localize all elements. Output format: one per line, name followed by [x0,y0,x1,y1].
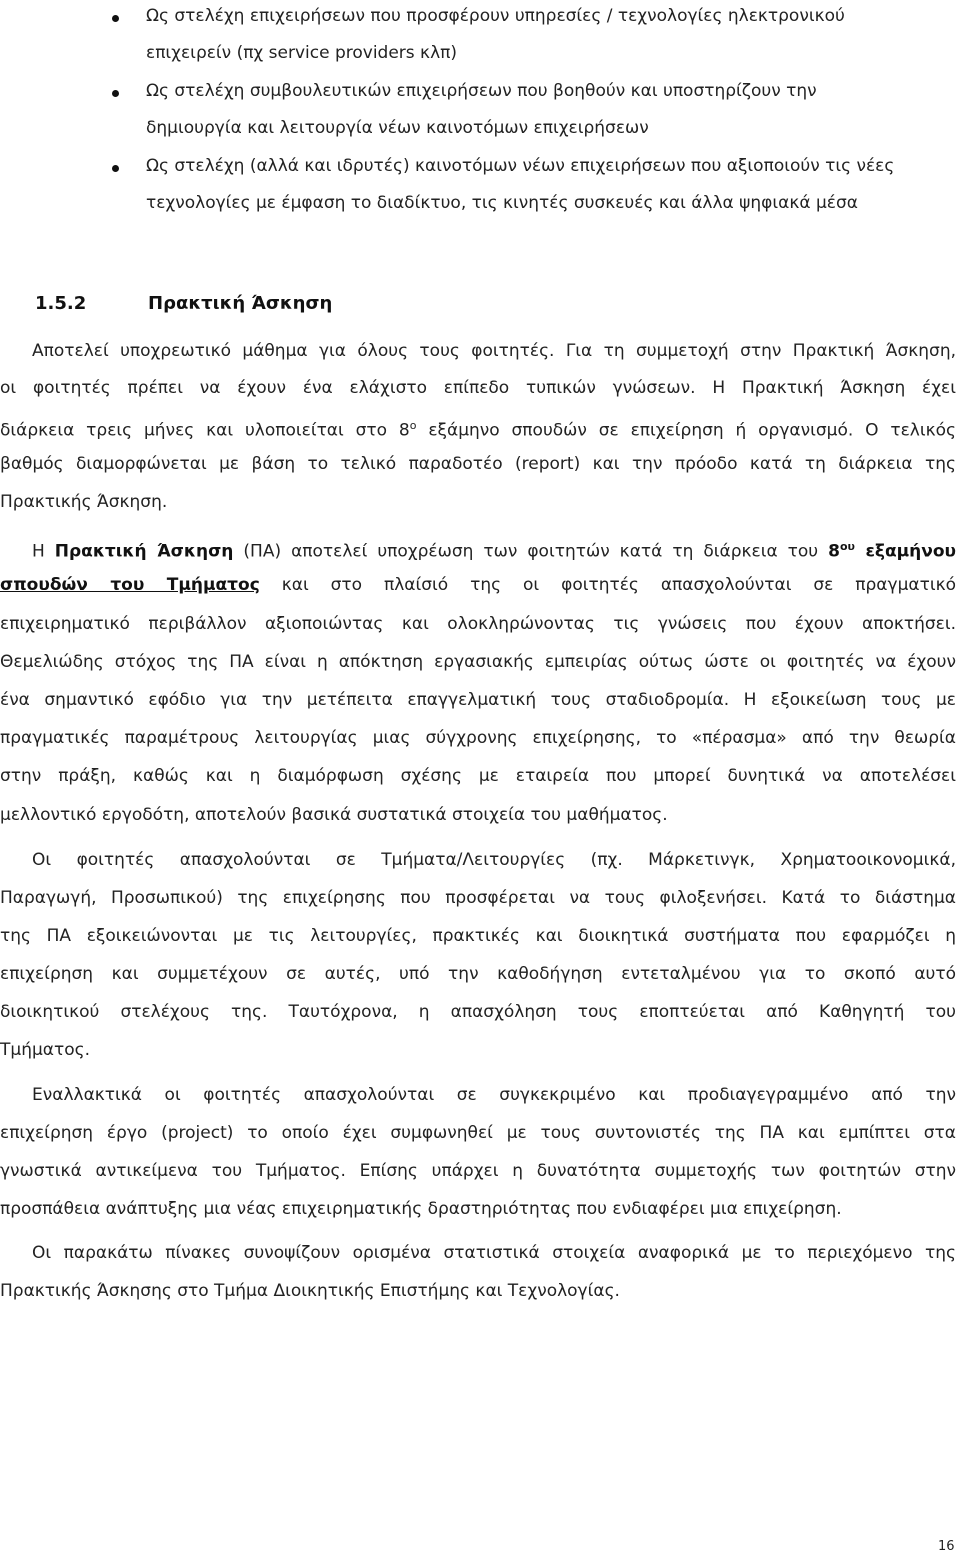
list-item-line: επιχειρείν (πχ service providers κλπ) [146,43,457,63]
section-number: 1.5.2 [35,293,87,314]
bullet-dot-icon [112,90,119,97]
paragraph-line: βαθμός διαμορφώνεται με βάση το τελικό παραδοτέο (report) και την πρόοδο κατά τη διάρκεια της [0,454,956,474]
bullet-dot-icon [112,165,119,172]
paragraph-line: διάρκεια τρεις μήνες και υλοποιείται στο $8^o$ εξάμηνο σπουδών σε επιχείρηση ή οργανισμό. Ο τελικός [0,419,956,441]
paragraph-line: Θεμελιώδης στόχος της ΠΑ είναι η απόκτηση εργασιακής εμπειρίας ούτως ώστε οι φοιτητές να έχουν [0,652,956,672]
paragraph-line: Εναλλακτικά οι φοιτητές απασχολούνται σε συγκεκριμένο και προδιαγεγραμμένο από την [32,1085,956,1105]
paragraph-line: στην πράξη, καθώς και η διαμόρφωση σχέσης με εταιρεία που μπορεί δυνητικά να αποτελέσει [0,766,956,786]
bold-term: σπουδών του Τμήματος [0,575,260,595]
paragraph-line: γνωστικά αντικείμενα του Τμήματος. Επίσης υπάρχει η δυνατότητα συμμετοχής των φοιτητών στην [0,1161,956,1181]
paragraph-line: μελλοντικό εργοδότη, αποτελούν βασικά συστατικά στοιχεία του μαθήματος. [0,805,668,825]
paragraph-line: Οι φοιτητές απασχολούνται σε Τμήματα/Λειτουργίες (πχ. Μάρκετινγκ, Χρηματοοικονομικά, [32,850,956,870]
paragraph-line: Πρακτικής Άσκηση. [0,492,168,512]
page-number: 16 [938,1539,955,1554]
paragraph-line: Παραγωγή, Προσωπικού) της επιχείρησης που προσφέρεται να τους φιλοξενήσει. Κατά το διάστημα [0,888,956,908]
paragraph-line: Τμήματος. [0,1040,91,1060]
bold-term: Πρακτική Άσκηση [54,541,234,562]
paragraph-line: της ΠΑ εξοικειώνονται με τις λειτουργίες, πρακτικές και διοικητικά συστήματα που εφαρμόζει η [0,926,956,946]
section-title: Πρακτική Άσκηση [148,293,333,314]
paragraph-line: επιχείρηση έργο (project) το οποίο έχει συμφωνηθεί με τους συντονιστές της ΠΑ και εμπίπτει στα [0,1123,956,1143]
list-item-line: δημιουργία και λειτουργία νέων καινοτόμων επιχειρήσεων [146,118,649,138]
list-item-line: Ως στελέχη συμβουλευτικών επιχειρήσεων που βοηθούν και υποστηρίζουν την [146,81,817,101]
list-item-line: Ως στελέχη επιχειρήσεων που προσφέρουν υπηρεσίες / τεχνολογίες ηλεκτρονικού [146,6,845,26]
paragraph-line: Πρακτικής Άσκησης στο Τμήμα Διοικητικής Επιστήμης και Τεχνολογίας. [0,1281,620,1301]
list-item-line: τεχνολογίες με έμφαση το διαδίκτυο, τις κινητές συσκευές και άλλα ψηφιακά μέσα [146,193,858,213]
paragraph-line: οι φοιτητές πρέπει να έχουν ένα ελάχιστο επίπεδο τυπικών γνώσεων. Η Πρακτική Άσκηση έχει [0,378,956,398]
paragraph-line: Οι παρακάτω πίνακες συνοψίζουν ορισμένα στατιστικά στοιχεία αναφορικά με το περιεχόμενο της [32,1243,956,1263]
paragraph-line: πραγματικές παραμέτρους λειτουργίας μιας σύγχρονης επιχείρησης, το «πέρασμα» από την θεωρία [0,728,956,748]
paragraph-line: προσπάθεια ανάπτυξης μια νέας επιχειρηματικής δραστηριότητας που ενδιαφέρει μια επιχείρηση. [0,1199,842,1219]
paragraph-line: σπουδών του Τμήματος και στο πλαίσιό της οι φοιτητές απασχολούνται σε πραγματικό [0,575,957,595]
paragraph-line: Η Πρακτική Άσκηση (ΠΑ) αποτελεί υποχρέωση των φοιτητών κατά τη διάρκεια του $8^{o\upsilon}$ εξαμήνου [32,540,956,562]
paragraph-line: διοικητικού στελέχους της. Ταυτόχρονα, η απασχόληση τους εποπτεύεται από Καθηγητή του [0,1002,956,1022]
paragraph-line: ένα σημαντικό εφόδιο για την μετέπειτα επαγγελματική τους σταδιοδρομία. Η εξοικείωση τους με [0,690,956,710]
paragraph-line: επιχείρηση και συμμετέχουν σε αυτές, υπό την καθοδήγηση εντεταλμένου για το σκοπό αυτό [0,964,956,984]
list-item-line: Ως στελέχη (αλλά και ιδρυτές) καινοτόμων νέων επιχειρήσεων που αξιοποιούν τις νέες [146,156,895,176]
paragraph-line: επιχειρηματικό περιβάλλον αξιοποιώντας και ολοκληρώνοντας τις γνώσεις που έχουν αποκτήσει. [0,614,956,634]
bullet-dot-icon [112,15,119,22]
paragraph-line: Αποτελεί υποχρεωτικό μάθημα για όλους τους φοιτητές. Για τη συμμετοχή στην Πρακτική Άσκηση, [32,341,956,361]
